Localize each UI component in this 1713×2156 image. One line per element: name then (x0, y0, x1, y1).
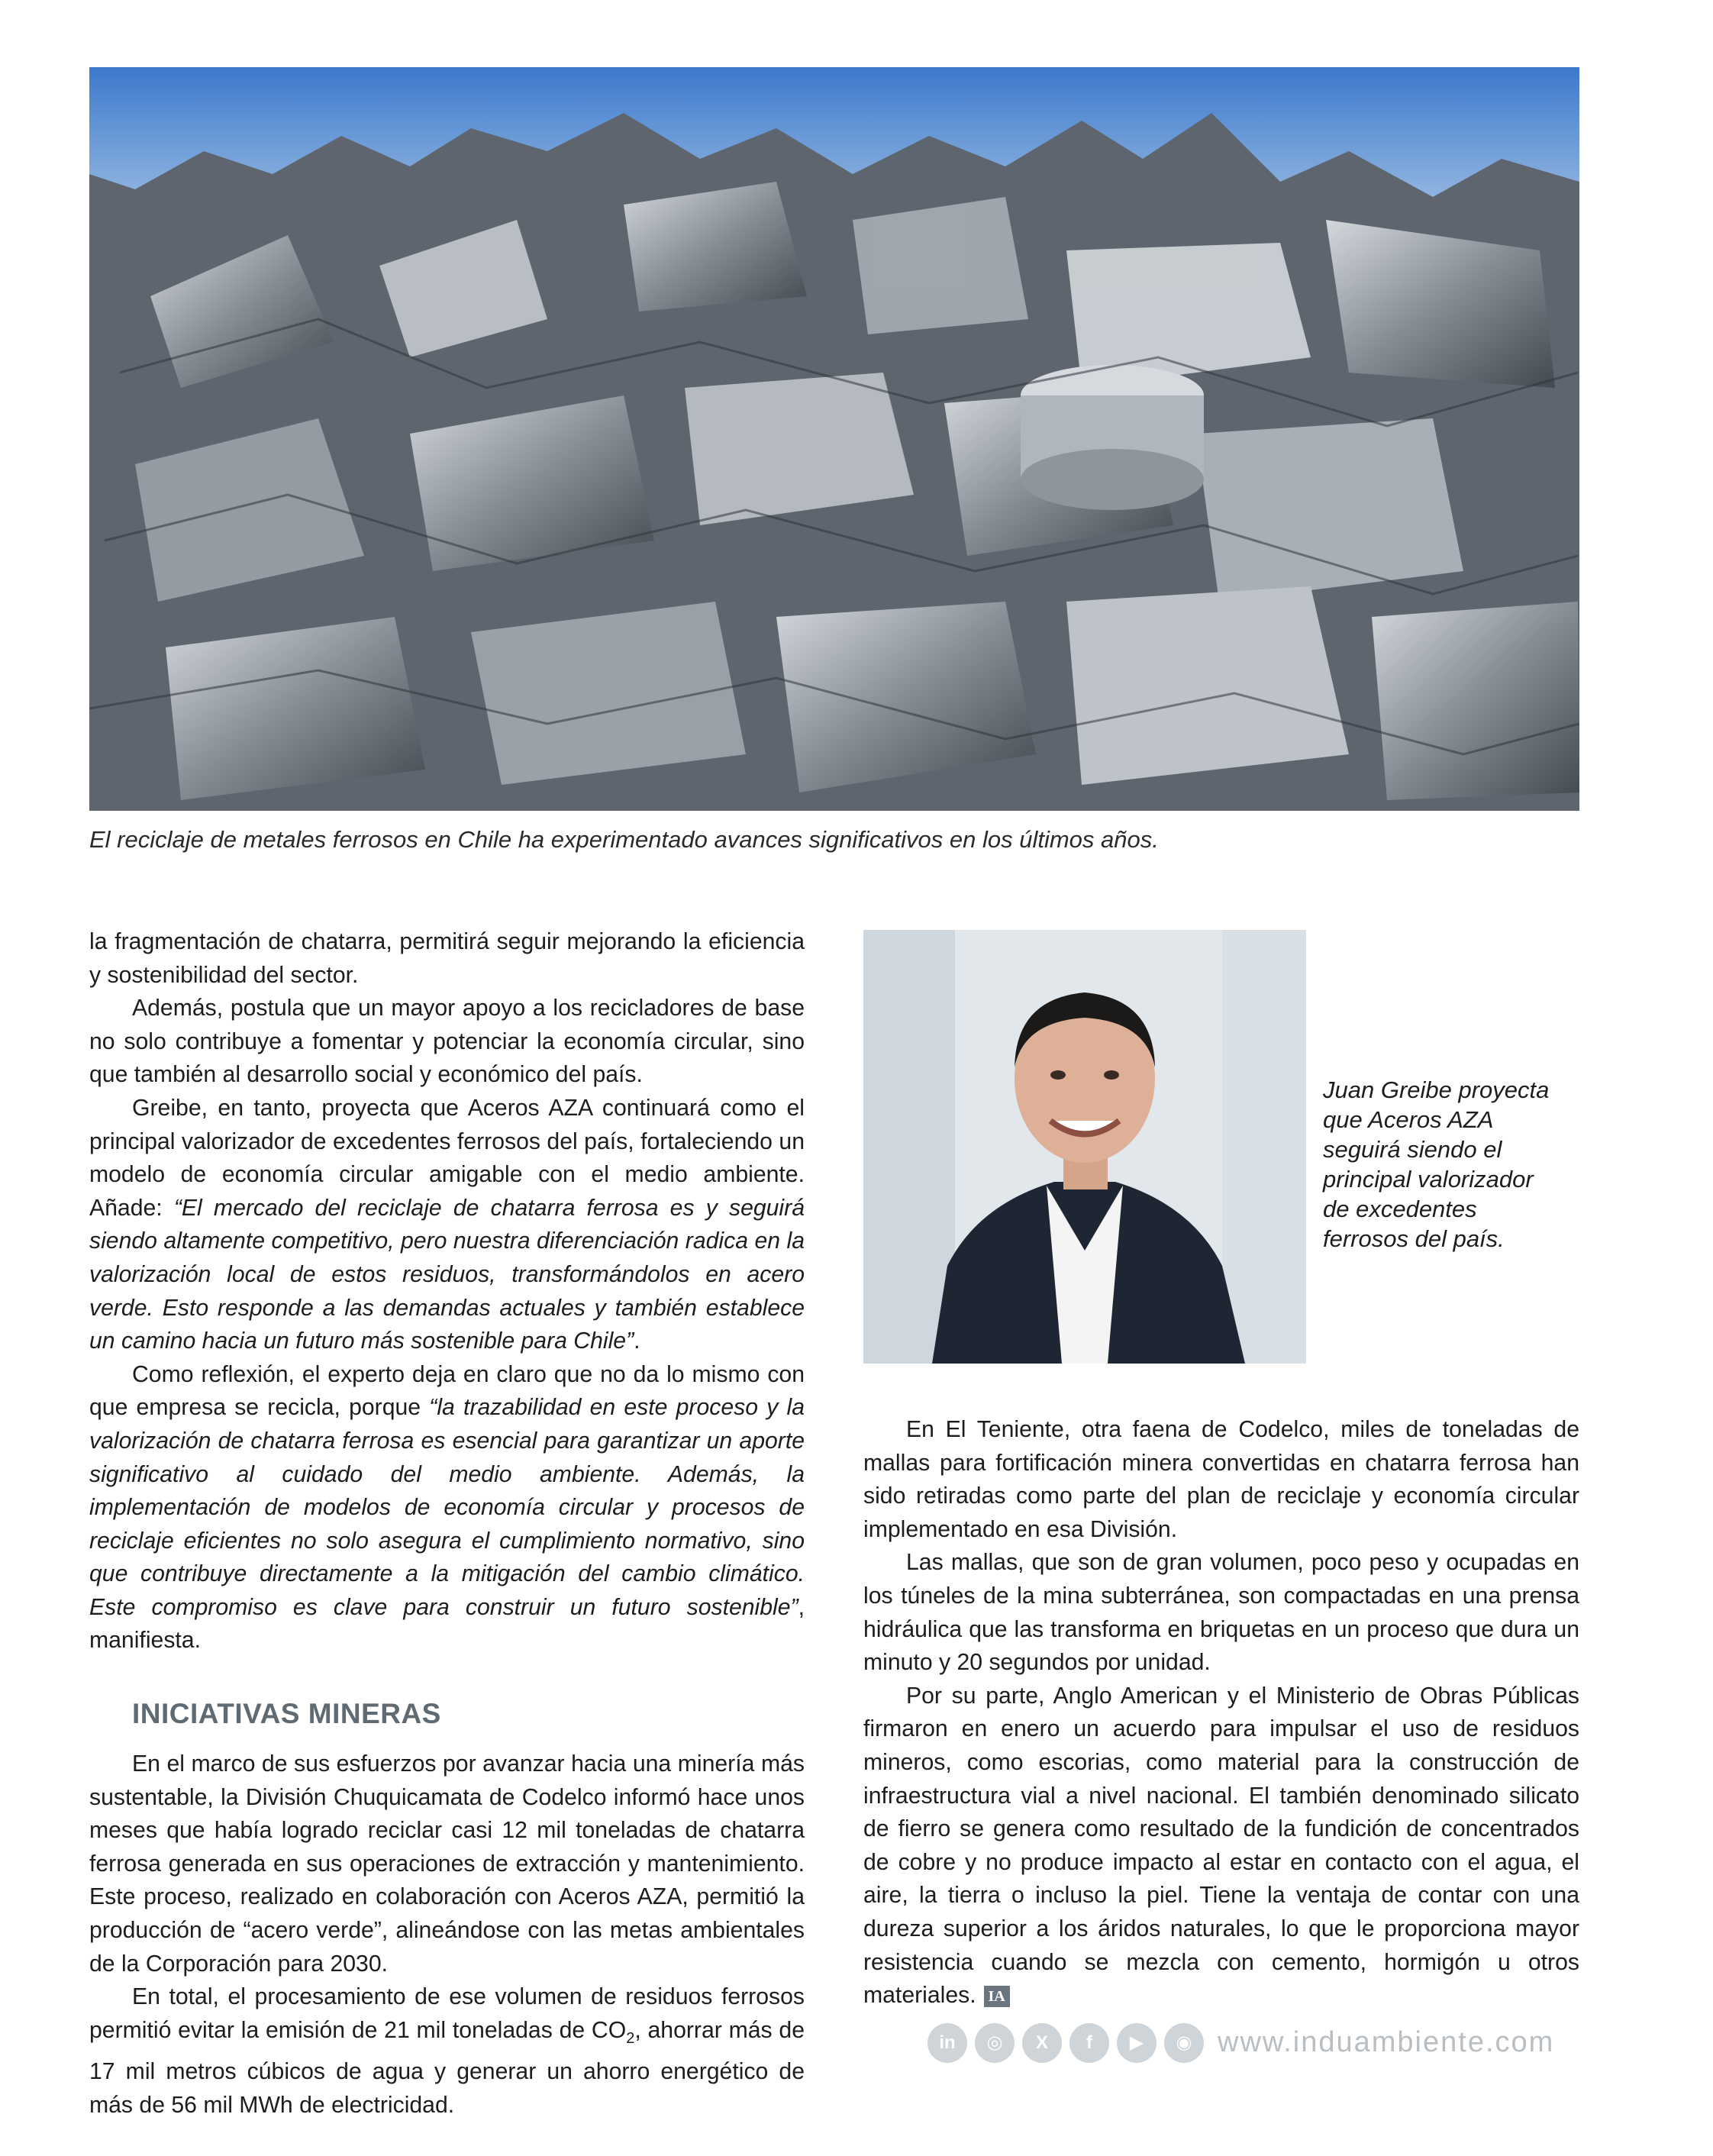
scrap-metal-illustration (89, 67, 1579, 811)
facebook-icon[interactable]: f (1069, 2023, 1109, 2063)
paragraph: Greibe, en tanto, proyecta que Aceros AZA continuará como el principal valorizador de excedentes ferrosos del país, fortaleciendo un modelo de economía circular amigable con el medio ambiente. Añade: “El mercado del reciclaje de chatarra ferrosa es y seguirá siendo altamente competitivo, pero nuestra diferenciación radica en la valorización local de estos residuos, transformándolos en acero verde. Esto responde a las demandas actuales y también establece un camino hacia un futuro más sostenible para Chile”. (89, 1095, 805, 1354)
right-column (863, 1413, 1579, 2012)
quote: “El mercado del reciclaje de chatarra ferrosa es y seguirá siendo altamente competitivo, pero nuestra diferenciación radica en la valorización local de estos residuos, transformándolos en acero verde. Esto responde a las demandas actuales y también establece un camino hacia un futuro más sostenible para Chile” (89, 1195, 805, 1354)
left-column (89, 925, 805, 2122)
portrait-photo (863, 930, 1306, 1364)
paragraph: En el marco de sus esfuerzos por avanzar hacia una minería más sustentable, la División Chuquicamata de Codelco informó hace unos meses que había logrado reciclar casi 12 mil toneladas de chatarra ferrosa generada en sus operaciones de extracción y mantenimiento. Este proceso, realizado en colaboración con Aceros AZA, permitió la producción de “acero verde”, alineándose con las metas ambientales de la Corporación para 2030. (89, 1751, 805, 1977)
instagram-icon[interactable]: ◎ (975, 2023, 1015, 2063)
website-link[interactable]: www.induambiente.com (1218, 2026, 1555, 2058)
paragraph: Como reflexión, el experto deja en claro que no da lo mismo con que empresa se recicla, porque “la trazabilidad en este proceso y la valorización de chatarra ferrosa es esencial para garantizar un aporte significativo al cuidado del medio ambiente. Además, la implementación de modelos de economía circular y procesos de reciclaje eficientes no solo asegura el cumplimiento normativo, sino que contribuye directamente a la mitigación del cambio climático. Este compromiso es clave para construir un futuro sostenible”, manifiesta. (89, 1361, 805, 1654)
hero-image (89, 67, 1579, 811)
portrait-caption: Juan Greibe proyecta que Aceros AZA seguirá siendo el principal valorizador de excedentes ferrosos del país. (1323, 1076, 1550, 1252)
youtube-icon[interactable]: ▶ (1117, 2023, 1157, 2063)
paragraph: En total, el procesamiento de ese volumen de residuos ferrosos permitió evitar la emisión de 21 mil toneladas de $CO_2$, ahorrar más de 17 mil metros cúbicos de agua y generar un ahorro energético de más de 56 mil MWh de electricidad. (89, 1984, 805, 2119)
paragraph: la fragmentación de chatarra, permitirá seguir mejorando la eficiencia y sostenibilidad del sector. (89, 929, 805, 988)
paragraph: Además, postula que un mayor apoyo a los recicladores de base no solo contribuye a fomentar y potenciar la economía circular, sino que también al desarrollo social y económico del país. (89, 996, 805, 1088)
paragraph: Las mallas, que son de gran volumen, poco peso y ocupadas en los túneles de la mina subterránea, son compactadas en una prensa hidráulica que las transforma en briquetas en un proceso que dura un minuto y 20 segundos por unidad. (863, 1550, 1579, 1676)
section-heading: INICIATIVAS MINERAS (132, 1698, 441, 1730)
threads-icon[interactable]: ◉ (1164, 2023, 1204, 2063)
quote: “la trazabilidad en este proceso y la valorización de chatarra ferrosa es esencial para garantizar un aporte significativo al cuidado del medio ambiente. Además, la implementación de modelos de economía circular y procesos de reciclaje eficientes no solo asegura el cumplimiento normativo, sino que contribuye directamente a la mitigación del cambio climático. Este compromiso es clave para construir un futuro sostenible” (89, 1395, 805, 1620)
end-mark-icon: IA (984, 1986, 1010, 2007)
paragraph: En El Teniente, otra faena de Codelco, miles de toneladas de mallas para fortificación minera convertidas en chatarra ferrosa han sido retiradas como parte del plan de reciclaje y economía circular implementado en esa División. (863, 1417, 1579, 1542)
x-icon[interactable]: X (1022, 2023, 1062, 2063)
footer (927, 2023, 1584, 2067)
linkedin-icon[interactable]: in (927, 2023, 967, 2063)
image-caption: El reciclaje de metales ferrosos en Chile ha experimentado avances significativos en los últimos años. (89, 826, 1159, 853)
paragraph: Por su parte, Anglo American y el Ministerio de Obras Públicas firmaron en enero un acuerdo para impulsar el uso de residuos mineros, como escorias, como material para la construcción de infraestructura vial a nivel nacional. El también denominado silicato de fierro se genera como resultado de la fundición de concentrados de cobre y no produce impacto al estar en contacto con el agua, el aire, la tierra o incluso la piel. Tiene la ventaja de contar con una dureza superior a los áridos naturales, lo que le proporciona mayor resistencia cuando se mezcla con cemento, hormigón u otros materiales. IA (863, 1683, 1579, 2009)
person-illustration (863, 930, 1306, 1364)
